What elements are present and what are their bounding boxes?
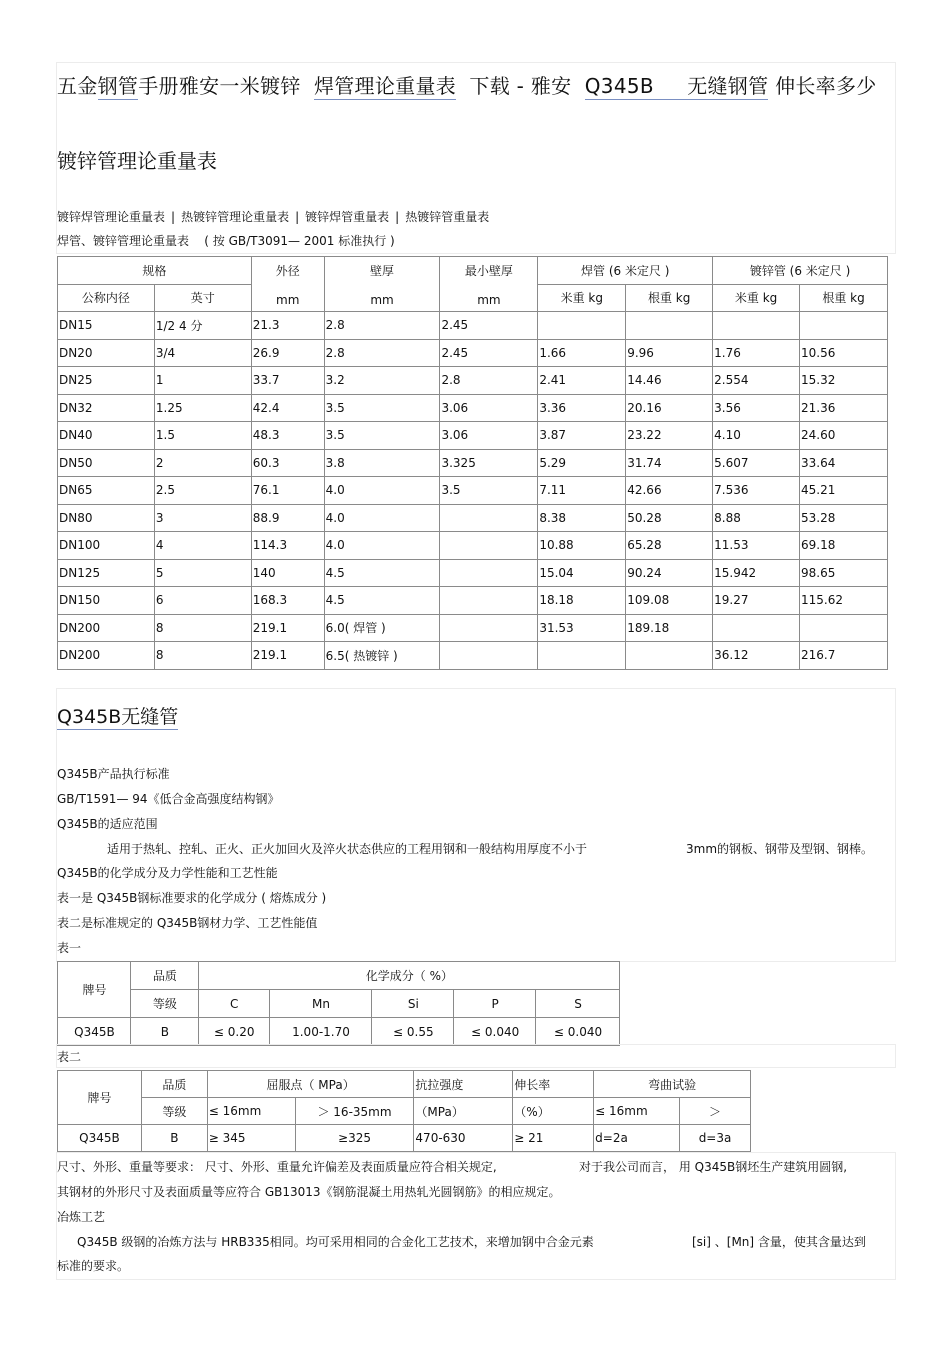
chem-cell: ≤ 0.55 xyxy=(372,1018,454,1046)
related-link[interactable]: 热镀锌管重量表 xyxy=(405,210,490,224)
chem-col: Mn xyxy=(269,990,372,1018)
table-cell: 1.25 xyxy=(154,394,251,422)
table1-label: 表一 xyxy=(57,941,82,955)
chem-col: Si xyxy=(372,990,454,1018)
table-cell: 23.22 xyxy=(626,422,713,450)
table-row xyxy=(58,477,888,505)
table-cell: 15.32 xyxy=(800,367,888,395)
caption-text: 焊管、镀锌管理论重量表 xyxy=(57,234,190,248)
table-cell: 3/4 xyxy=(154,339,251,367)
table-cell: 20.16 xyxy=(626,394,713,422)
header-od: 外径 mm xyxy=(251,257,324,312)
header-galv-meter: 米重 kg xyxy=(713,284,800,312)
chem-cell: 1.00-1.70 xyxy=(269,1018,372,1046)
mech-header-grade-a: 品质 xyxy=(141,1071,207,1098)
table-cell: DN32 xyxy=(58,394,155,422)
table-cell xyxy=(440,532,538,560)
mechanical-properties-table xyxy=(57,1070,751,1152)
table-cell: 3.5 xyxy=(324,422,440,450)
table-row xyxy=(58,532,888,560)
chem-cell: Q345B xyxy=(58,1018,131,1046)
scope-text: 适用于热轧、控轧、正火、正火加回火及淬火状态供应的工程用钢和一般结构用厚度不小于 xyxy=(107,842,588,856)
table-row xyxy=(58,614,888,642)
mech-header-yield: 屈服点（ MPa） xyxy=(207,1071,414,1098)
table-cell: 5.607 xyxy=(713,449,800,477)
table-row xyxy=(58,339,888,367)
title-link-steel-pipe[interactable]: 钢管 xyxy=(97,74,139,98)
section-heading-q345b xyxy=(57,702,178,729)
mech-header-elong-b: （%） xyxy=(513,1098,594,1125)
line-frame xyxy=(56,1044,896,1068)
table-cell: 216.7 xyxy=(800,642,888,670)
table-cell: 2.41 xyxy=(538,367,626,395)
table-cell: 19.27 xyxy=(713,587,800,615)
table-cell: 6 xyxy=(154,587,251,615)
table-cell: 1.5 xyxy=(154,422,251,450)
table-cell: 90.24 xyxy=(626,559,713,587)
table-cell xyxy=(538,642,626,670)
table-cell: 10.88 xyxy=(538,532,626,560)
table-cell: DN200 xyxy=(58,642,155,670)
scope-text-end: 3mm的钢板、钢带及型钢、钢棒。 xyxy=(686,842,874,856)
table-cell: 42.66 xyxy=(626,477,713,505)
header-galv-piece: 根重 kg xyxy=(800,284,888,312)
table-cell: 3.5 xyxy=(440,477,538,505)
table-cell xyxy=(800,614,888,642)
table2-label: 表二 xyxy=(57,1050,82,1064)
table-cell: 15.942 xyxy=(713,559,800,587)
header-dn: 公称内径 xyxy=(58,284,155,312)
text-line: Q345B的化学成分及力学性能和工艺性能 xyxy=(57,866,278,880)
table-cell: DN50 xyxy=(58,449,155,477)
smelting-text-2: 标准的要求。 xyxy=(57,1259,130,1273)
table-row xyxy=(58,504,888,532)
related-link[interactable]: 热镀锌管理论重量表 xyxy=(181,210,290,224)
table-cell: 115.62 xyxy=(800,587,888,615)
table-cell: 2.45 xyxy=(440,312,538,340)
table-cell: 48.3 xyxy=(251,422,324,450)
related-link[interactable]: 镀锌焊管理论重量表 xyxy=(57,210,166,224)
table-cell: 31.53 xyxy=(538,614,626,642)
table-cell: 3.06 xyxy=(440,394,538,422)
table-cell: 109.08 xyxy=(626,587,713,615)
header-inch: 英寸 xyxy=(154,284,251,312)
table-row xyxy=(58,559,888,587)
table-cell: 3.325 xyxy=(440,449,538,477)
table-cell xyxy=(713,312,800,340)
table-cell: DN15 xyxy=(58,312,155,340)
title-link-weight-table[interactable]: 焊管理论重量表 xyxy=(313,74,457,98)
table-cell xyxy=(626,312,713,340)
table-cell: 50.28 xyxy=(626,504,713,532)
table-cell: 2.8 xyxy=(324,339,440,367)
spec-text-end: 对于我公司而言， 用 Q345B钢坯生产建筑用圆钢, xyxy=(579,1160,848,1174)
mech-header-b2: ＞ xyxy=(680,1098,751,1125)
table-cell: 1.66 xyxy=(538,339,626,367)
chem-cell: ≤ 0.20 xyxy=(198,1018,269,1046)
mech-header-y2: ＞ 16-35mm xyxy=(295,1098,414,1125)
q345b-link[interactable]: Q345B无缝管 xyxy=(57,706,179,728)
mech-header-brand: 牌号 xyxy=(58,1071,142,1125)
table-cell: 4.0 xyxy=(324,477,440,505)
text-line: 表二是标准规定的 Q345B钢材力学、工艺性能值 xyxy=(57,916,318,930)
mech-header-b1: ≤ 16mm xyxy=(594,1098,680,1125)
table-caption xyxy=(57,232,395,249)
table-cell: 1.76 xyxy=(713,339,800,367)
related-link[interactable]: 镀锌焊管重量表 xyxy=(305,210,390,224)
table-cell: 3.5 xyxy=(324,394,440,422)
chem-cell: ≤ 0.040 xyxy=(454,1018,536,1046)
table-cell: DN150 xyxy=(58,587,155,615)
table-cell: 69.18 xyxy=(800,532,888,560)
spec-text: 尺寸、外形、重量等要求： 尺寸、外形、重量允许偏差及表面质量应符合相关规定, xyxy=(57,1160,497,1174)
table-cell: 4.0 xyxy=(324,532,440,560)
table-cell: 189.18 xyxy=(626,614,713,642)
table-cell xyxy=(440,587,538,615)
table-cell: 21.3 xyxy=(251,312,324,340)
table-cell: 33.7 xyxy=(251,367,324,395)
table-cell: 1 xyxy=(154,367,251,395)
title-link-seamless[interactable]: 无缝钢管 xyxy=(687,74,769,98)
mech-header-bend: 弯曲试验 xyxy=(594,1071,751,1098)
mech-cell: ≥ 345 xyxy=(207,1125,295,1152)
table-cell xyxy=(713,614,800,642)
related-links: 镀锌焊管理论重量表 | 热镀锌管理论重量表 | 镀锌焊管重量表 | 热镀锌管重量表 xyxy=(57,210,490,224)
title-link-q345b[interactable]: Q345B xyxy=(584,74,654,98)
table-cell: 53.28 xyxy=(800,504,888,532)
table-cell: 8 xyxy=(154,614,251,642)
mech-cell: ≥ 21 xyxy=(513,1125,594,1152)
header-welded-meter: 米重 kg xyxy=(538,284,626,312)
title-part: 五金 xyxy=(57,74,98,98)
table-cell: DN20 xyxy=(58,339,155,367)
table-cell: DN65 xyxy=(58,477,155,505)
table-cell: 8.38 xyxy=(538,504,626,532)
table-row xyxy=(58,367,888,395)
table-row xyxy=(58,312,888,340)
table-cell: 2.554 xyxy=(713,367,800,395)
mech-cell: ≥325 xyxy=(295,1125,414,1152)
table-cell: DN125 xyxy=(58,559,155,587)
smelting-heading: 冶炼工艺 xyxy=(57,1210,106,1224)
mech-cell: 470-630 xyxy=(414,1125,513,1152)
header-wall: 壁厚 mm xyxy=(324,257,440,312)
table-cell: 1/2 4 分 xyxy=(154,312,251,340)
table-cell: 11.53 xyxy=(713,532,800,560)
caption-standard: ( 按 GB/T3091— 2001 标准执行 ) xyxy=(204,234,395,248)
table-cell: 219.1 xyxy=(251,642,324,670)
table-cell: 42.4 xyxy=(251,394,324,422)
table-cell: 2 xyxy=(154,449,251,477)
table-cell: 14.46 xyxy=(626,367,713,395)
table-row xyxy=(58,422,888,450)
table-cell: DN40 xyxy=(58,422,155,450)
mech-header-tensile-a: 抗拉强度 xyxy=(414,1071,513,1098)
chemical-composition-table xyxy=(57,961,620,1046)
table-cell: 2.8 xyxy=(440,367,538,395)
section-heading-galvanized: 镀锌管理论重量表 xyxy=(57,149,217,173)
chem-header-brand: 牌号 xyxy=(58,962,131,1018)
chem-header-grade-a: 品质 xyxy=(130,962,198,990)
table-row xyxy=(58,587,888,615)
table-cell: 4.5 xyxy=(324,559,440,587)
chem-cell: B xyxy=(130,1018,198,1046)
table-cell: 8.88 xyxy=(713,504,800,532)
table-cell: 6.0( 焊管 ) xyxy=(324,614,440,642)
chem-cell: ≤ 0.040 xyxy=(536,1018,620,1046)
table-cell xyxy=(626,642,713,670)
table-cell: 45.21 xyxy=(800,477,888,505)
text-line: GB/T1591— 94《低合金高强度结构钢》 xyxy=(57,792,280,806)
table-cell: 36.12 xyxy=(713,642,800,670)
table-cell: 3.36 xyxy=(538,394,626,422)
table-cell: 4.10 xyxy=(713,422,800,450)
table-cell: 2.45 xyxy=(440,339,538,367)
mech-header-grade-b: 等级 xyxy=(141,1098,207,1125)
chem-header-composition: 化学成分（ %） xyxy=(198,962,619,990)
table-cell xyxy=(440,504,538,532)
mech-header-tensile-b: （MPa） xyxy=(414,1098,513,1125)
table-cell: 15.04 xyxy=(538,559,626,587)
table-cell: 3.8 xyxy=(324,449,440,477)
text-line: Q345B的适应范围 xyxy=(57,817,158,831)
table-cell: 4.5 xyxy=(324,587,440,615)
table-cell: 219.1 xyxy=(251,614,324,642)
table-cell: 5.29 xyxy=(538,449,626,477)
table-cell xyxy=(800,312,888,340)
smelting-text-end: [si] 、[Mn] 含量，使其含量达到 xyxy=(692,1235,866,1249)
chem-col: P xyxy=(454,990,536,1018)
chem-col: S xyxy=(536,990,620,1018)
table-cell: 140 xyxy=(251,559,324,587)
table-cell: 7.536 xyxy=(713,477,800,505)
table-cell: 98.65 xyxy=(800,559,888,587)
table-cell: 3.06 xyxy=(440,422,538,450)
table-cell: 18.18 xyxy=(538,587,626,615)
table-cell: 24.60 xyxy=(800,422,888,450)
spec-text-2: 其钢材的外形尺寸及表面质量等应符合 GB13013《钢筋混凝土用热轧光圆钢筋》的相应规定。 xyxy=(57,1185,561,1199)
table-cell: 4 xyxy=(154,532,251,560)
table-cell: 114.3 xyxy=(251,532,324,560)
header-welded: 焊管 (6 米定尺 ) xyxy=(538,257,713,285)
table-cell: DN100 xyxy=(58,532,155,560)
table-cell: DN200 xyxy=(58,614,155,642)
mech-header-y1: ≤ 16mm xyxy=(207,1098,295,1125)
table-cell: 3.56 xyxy=(713,394,800,422)
table-cell: 21.36 xyxy=(800,394,888,422)
header-galv: 镀锌管 (6 米定尺 ) xyxy=(713,257,888,285)
table-cell: 65.28 xyxy=(626,532,713,560)
header-welded-piece: 根重 kg xyxy=(626,284,713,312)
table-cell: 9.96 xyxy=(626,339,713,367)
table-row xyxy=(58,642,888,670)
table-cell: 26.9 xyxy=(251,339,324,367)
table-cell: 76.1 xyxy=(251,477,324,505)
chem-header-grade-b: 等级 xyxy=(130,990,198,1018)
header-spec: 规格 xyxy=(58,257,252,285)
table-row xyxy=(58,449,888,477)
text-line: Q345B产品执行标准 xyxy=(57,767,170,781)
table-cell: 5 xyxy=(154,559,251,587)
table-cell: 33.64 xyxy=(800,449,888,477)
table-cell: 3 xyxy=(154,504,251,532)
table-cell xyxy=(538,312,626,340)
table-row xyxy=(58,394,888,422)
table-cell: 6.5( 热镀锌 ) xyxy=(324,642,440,670)
table-cell: 3.87 xyxy=(538,422,626,450)
table-cell: 2.5 xyxy=(154,477,251,505)
mech-cell: d=3a xyxy=(680,1125,751,1152)
mech-header-elong-a: 伸长率 xyxy=(513,1071,594,1098)
table-cell: 7.11 xyxy=(538,477,626,505)
mech-cell: Q345B xyxy=(58,1125,142,1152)
title-part: 伸长率多少 xyxy=(775,74,877,98)
smelting-text: Q345B 级钢的冶炼方法与 HRB335相同。均可采用相同的合金化工艺技术，来增加钢中合金元素 xyxy=(77,1235,594,1249)
header-minwall: 最小壁厚 mm xyxy=(440,257,538,312)
table-cell xyxy=(440,614,538,642)
mech-cell: B xyxy=(141,1125,207,1152)
table-cell: 168.3 xyxy=(251,587,324,615)
title-part: 手册雅安一米镀锌 xyxy=(138,74,301,98)
page-title xyxy=(57,70,877,99)
table-cell: DN80 xyxy=(58,504,155,532)
table-cell: DN25 xyxy=(58,367,155,395)
pipe-weight-table xyxy=(57,256,888,670)
table-cell xyxy=(440,559,538,587)
table-cell: 8 xyxy=(154,642,251,670)
table-cell: 3.2 xyxy=(324,367,440,395)
chem-col: C xyxy=(198,990,269,1018)
mech-cell: d=2a xyxy=(594,1125,680,1152)
text-line: 表一是 Q345B钢标准要求的化学成分 ( 熔炼成分 ) xyxy=(57,891,327,905)
title-part: 下载 - 雅安 xyxy=(469,74,572,98)
table-cell: 4.0 xyxy=(324,504,440,532)
table-cell: 31.74 xyxy=(626,449,713,477)
table-cell: 88.9 xyxy=(251,504,324,532)
table-cell xyxy=(440,642,538,670)
table-cell: 60.3 xyxy=(251,449,324,477)
table-cell: 10.56 xyxy=(800,339,888,367)
table-cell: 2.8 xyxy=(324,312,440,340)
